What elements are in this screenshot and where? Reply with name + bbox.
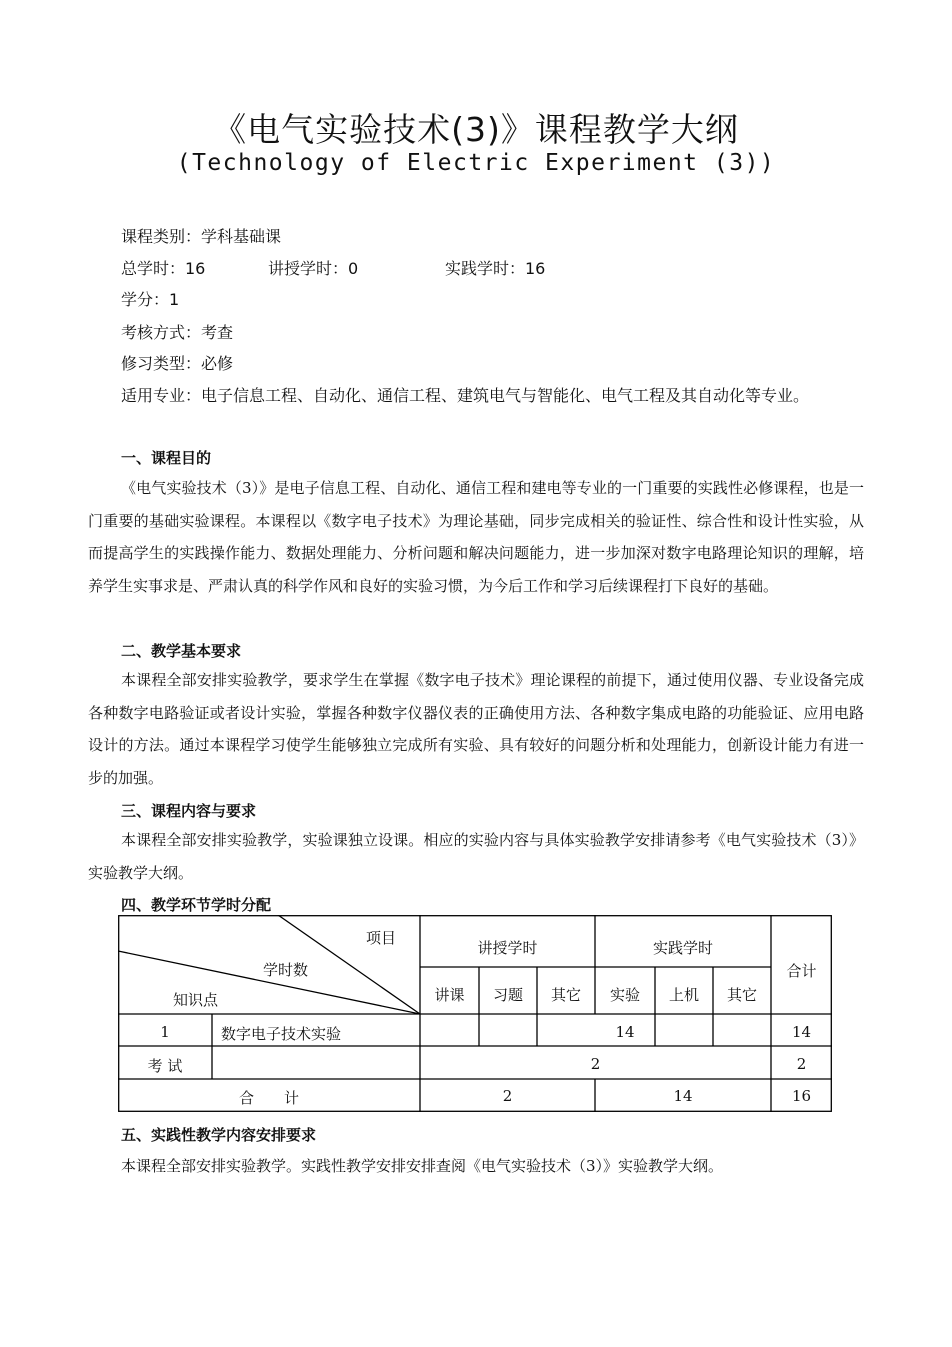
sum-lecture-hours: 2 xyxy=(502,1087,513,1105)
meta-lecture-hours: 讲授学时：0 xyxy=(268,259,359,278)
section-1-heading: 一、课程目的 xyxy=(121,449,212,467)
meta-total-hours: 总学时：16 xyxy=(121,259,206,278)
group-lecture-header: 讲授学时 xyxy=(477,939,538,957)
row1-name: 数字电子技术实验 xyxy=(221,1025,342,1043)
section-1-text: 《电气实验技术（3）》是电子信息工程、自动化、通信工程和建电等专业的一门重要的实践性必修课程，也是一门重要的基础实验课程。本课程以《数字电子技术》为理论基础，同步完成相关的验证性、综合性和设计性实验，从而提高学生的实践操作能力、数据处理能力、分析问题和解决问题能力，进一步加深对数字电路理论知识的理解，培养学生实事求是、严肃认真的科学作风和良好的实验习惯，为今后工作和学习后续课程打下良好的基础。 xyxy=(88,479,864,595)
row1-number: 1 xyxy=(160,1023,170,1041)
sub-header-exercise: 习题 xyxy=(492,986,523,1004)
sub-header-computer: 上机 xyxy=(668,986,699,1004)
sub-header-experiment: 实验 xyxy=(609,986,640,1004)
sub-header-other-lecture: 其它 xyxy=(550,986,581,1004)
meta-study-type: 修习类型：必修 xyxy=(121,354,234,373)
document-subtitle: (Technology of Electric Experiment (3)) xyxy=(176,150,776,176)
meta-practice-hours: 实践学时：16 xyxy=(445,259,546,278)
sum-practice-hours: 14 xyxy=(673,1087,693,1105)
section-5-heading: 五、实践性教学内容安排要求 xyxy=(121,1126,317,1144)
meta-category: 课程类别：学科基础课 xyxy=(121,227,282,246)
section-4-heading: 四、教学环节学时分配 xyxy=(121,896,272,914)
sub-header-other-practice: 其它 xyxy=(726,986,757,1004)
exam-label: 考 试 xyxy=(147,1057,183,1075)
document-title: 《电气实验技术(3)》课程教学大纲 xyxy=(213,110,739,149)
corner-hours-label: 学时数 xyxy=(263,961,309,979)
exam-hours: 2 xyxy=(590,1055,601,1073)
sum-total-hours: 16 xyxy=(791,1087,812,1105)
corner-point-label: 知识点 xyxy=(173,991,219,1009)
exam-total: 2 xyxy=(796,1055,807,1073)
row1-experiment-hours: 14 xyxy=(615,1023,635,1041)
sum-label: 合 计 xyxy=(238,1089,299,1107)
section-2-text: 本课程全部安排实验教学，要求学生在掌握《数字电子技术》理论课程的前提下，通过使用仪器、专业设备完成各种数字电路验证或者设计实验，掌握各种数字仪器仪表的正确使用方法、各种数字集成电路的功能验证、应用电路设计的方法。通过本课程学习使学生能够独立完成所有实验、具有较好的问题分析和处理能力，创新设计能力有进一步的加强。 xyxy=(88,671,864,787)
hours-allocation-table xyxy=(118,915,832,1112)
corner-item-label: 项目 xyxy=(366,929,397,947)
row1-total-hours: 14 xyxy=(791,1023,812,1041)
meta-hours-row xyxy=(121,256,545,279)
sub-header-lecture: 讲课 xyxy=(434,986,465,1004)
meta-majors: 适用专业：电子信息工程、自动化、通信工程、建筑电气与智能化、电气工程及其自动化等专业。 xyxy=(121,386,810,405)
section-2-heading: 二、教学基本要求 xyxy=(121,642,242,660)
group-practice-header: 实践学时 xyxy=(652,939,713,957)
section-5-text: 本课程全部安排实验教学。实践性教学安排安排查阅《电气实验技术（3）》实验教学大纲。 xyxy=(121,1157,724,1175)
meta-assessment: 考核方式：考查 xyxy=(121,323,234,342)
total-header: 合计 xyxy=(786,962,817,980)
meta-credits: 学分：1 xyxy=(121,290,180,309)
section-3-heading: 三、课程内容与要求 xyxy=(121,802,257,820)
section-3-text: 本课程全部安排实验教学，实验课独立设课。相应的实验内容与具体实验教学安排请参考《电气实验技术（3）》实验教学大纲。 xyxy=(88,831,864,882)
